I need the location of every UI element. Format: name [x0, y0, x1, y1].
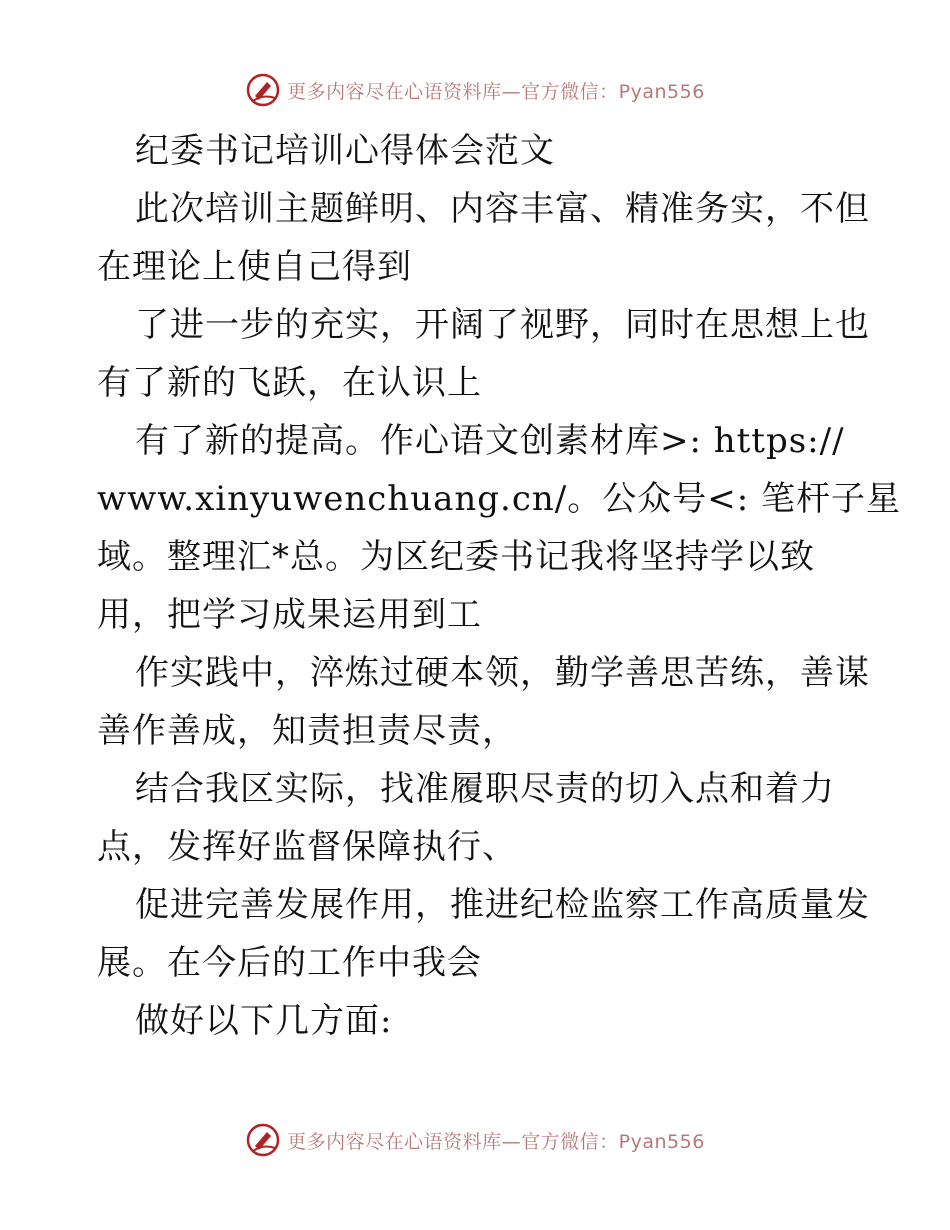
footer-banner	[0, 1120, 950, 1160]
footer-banner-text: 更多内容尽在心语资料库—官方微信：Pyan556	[287, 1130, 705, 1153]
paragraph-line: 做好以下几方面:	[135, 1001, 393, 1041]
paragraph-line: www.xinyuwenchuang.cn/。公众号<: 笔杆子星	[97, 479, 901, 519]
paragraph-line: 此次培训主题鲜明、内容丰富、精准务实，不但	[135, 189, 870, 229]
logo-icon	[245, 1122, 281, 1158]
paragraph-line: 在理论上使自己得到	[97, 247, 412, 287]
paragraph-line: 展。在今后的工作中我会	[97, 943, 482, 983]
paragraph-line: 点，发挥好监督保障执行、	[97, 827, 517, 867]
paragraph-line: 结合我区实际，找准履职尽责的切入点和着力	[135, 769, 835, 809]
paragraph-line: 有了新的飞跃，在认识上	[97, 363, 482, 403]
paragraph-line: 善作善成，知责担责尽责，	[97, 711, 517, 751]
paragraph-line: 作实践中，淬炼过硬本领，勤学善思苦练，善谋	[135, 653, 870, 693]
document-body	[97, 122, 901, 1050]
paragraph-line: 促进完善发展作用，推进纪检监察工作高质量发	[135, 885, 870, 925]
logo-icon	[245, 72, 281, 108]
paragraph-line: 有了新的提高。作心语文创素材库>: https://	[135, 421, 845, 461]
document-title: 纪委书记培训心得体会范文	[135, 131, 555, 171]
header-banner	[0, 70, 950, 110]
paragraph-line: 用，把学习成果运用到工	[97, 595, 482, 635]
header-banner-text: 更多内容尽在心语资料库—官方微信：Pyan556	[287, 80, 705, 103]
paragraph-line: 了进一步的充实，开阔了视野，同时在思想上也	[135, 305, 870, 345]
paragraph-line: 域。整理汇*总。为区纪委书记我将坚持学以致	[97, 537, 815, 577]
